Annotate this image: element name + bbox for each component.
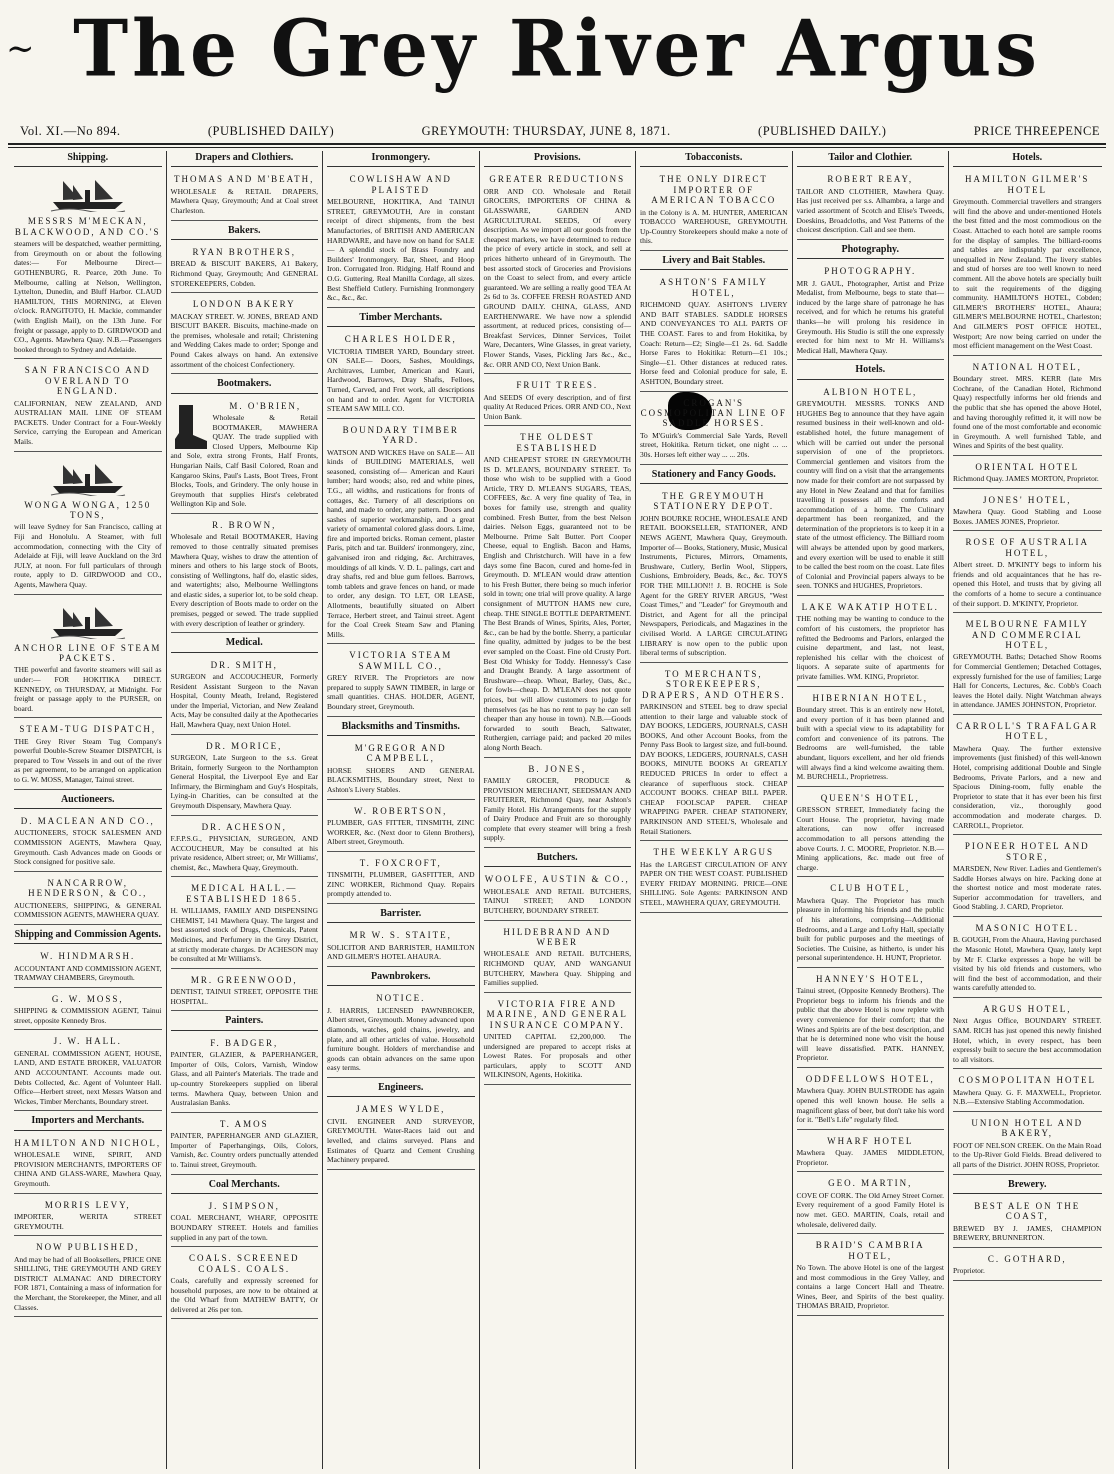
advertisement [14,362,162,451]
ad-title: F. BADGER, [210,1037,279,1048]
section-heading: Tobacconists. [640,151,788,167]
ad-body: F.F.P.S.G., PHYSICIAN, SURGEON, AND ACCOUCHEUR, May be consulted at his private residence, Albert street; or, Mr Williams', chemist, &c., Mawhera Quay, Greymouth. [170,834,318,872]
ad-body: J. HARRIS, LICENSED PAWNBROKER, Albert street, Greymouth. Money advanced upon diamonds, watches, gold chains, jewelry, and plate, and all other articles of value. Household furniture bought. Holders of merchandise and goods can obtain advances on the same upon easy terms. [327,1005,475,1073]
ad-title: VICTORIA FIRE AND MARINE, AND GENERAL INSURANCE COMPANY. [486,998,628,1030]
advertisement [484,429,632,757]
ad-title: ORIENTAL HOTEL [975,461,1080,472]
ad-body: Coals, carefully and expressly screened for household purposes, are now to be obtained at the Old Wharf from MATHEW BATTY, Or delivered at 26s per ton. [170,1275,318,1314]
advertisement [953,1072,1102,1112]
ad-title: DR. MORICE, [206,740,283,751]
ad-body: Proprietor. [953,1266,985,1276]
ad-title: NANCARROW, HENDERSON, & CO., [28,877,148,899]
ad-body: will leave Sydney for San Francisco, calling at Fiji and Honolulu. A Steamer, with full accommodation, connecting with the City of Adelaide at Fiji, will leave Auckland on the 3rd JULY, at noon. For full particulars of through route, apply to D. GIRDWOOD and CO., Agents, Mawhera Quay. [14,522,162,589]
advertisement [14,1033,162,1111]
advertisement [797,971,945,1068]
section-heading: Provisions. [484,151,632,167]
ad-title: MESSRS M'MECKAN, BLACKWOOD, AND CO.'S [14,216,161,237]
advertisement [14,991,162,1031]
ad-title: BRAID'S CAMBRIA HOTEL, [815,1240,925,1261]
advertisement [953,359,1102,456]
advertisement [327,803,475,852]
advertisement [484,761,632,849]
ad-body: TAILOR AND CLOTHIER, Mawhera Quay. Has just received per s.s. Alhambra, a large and varied assortment of Scotch and Elise's Tweeds, Doeskins, Broadcloths, and Vest Patterns of the choicest description. Call and see them. [796,186,944,235]
section-heading: Importers and Merchants. [14,1114,162,1130]
sailing-steamer-icon [49,462,127,496]
ad-title: R. BROWN, [212,519,277,530]
section-heading: Barrister. [327,907,475,923]
ad-body: And SEEDS Of every description, and of first quality At Reduced Prices. ORR AND CO., Next Union Bank. [483,392,631,421]
advertisement [484,924,632,993]
ad-body: TINSMITH, PLUMBER, GASFITTER, AND ZINC WORKER, Richmond Quay. Repairs promptly attended to. [327,870,475,899]
volume-number: Vol. XI.—No 894. [20,123,121,138]
ad-title: ROBERT REAY, [827,174,914,185]
ad-title: D. MACLEAN AND CO., [20,816,155,827]
ad-body: Greymouth. Commercial travellers and strangers will find the above and under-mentioned Hotels the best fitted and the most commodious on the Coast. Attached to each hotel are sample rooms for the display of samples. The billiard-rooms and tables are indisputably par excellence, unequalled in New Zealand. The livery stables and stud of horses are too well known to need comment. All the above hotels are specially built to suit the requirements of the digging community. HAMILTON'S HOTEL, Cobden; GILMER'S BROTHERS' HOTEL, Ahaura; GILMER'S MELBOURNE HOTEL, Charleston; And GILMER'S POST OFFICE HOTEL, Westport; Are now being carried on under the most efficient management on the West Coast. [953,197,1102,351]
ad-body: Mawhera Quay. JOHN BULSTRODE has again opened this well known house. He sells a magnificent glass of beer, but don't take his word for it. "Bell's Life" regularly filed. [796,1086,944,1125]
ad-title: WOOLFE, AUSTIN & CO., [484,874,630,885]
column-1 [10,151,167,1469]
ad-title: MORRIS LEVY, [44,1199,131,1210]
advertisement [953,616,1102,715]
ad-body: Wholesale & Retail BOOTMAKER, MAWHERA QUAY. The trade supplied with Closed Uppers, Melbourne Kip and Sole, extra strong Fronts, Half Fronts, Hungarian Nails, Calf Basil Colored, Roan and Kangaroo Skins, Paul's Lasts, Boot Trees, Front Blocks, Tools, and Grindery. The only house in Greymouth that supplies Hirst's celebrated Wellington Kip and Sole. [170,412,318,509]
masthead-rule [8,143,1106,145]
advertisement [797,1133,945,1173]
advertisement [327,1101,475,1169]
ad-body: in the Colony is A. M. HUNTER, AMERICAN TOBACCO WAREHOUSE, GREYMOUTH. Up-Country Storekeepers should make a note of this. [640,207,788,246]
ad-body: SURGEON and ACCOUCHEUR, Formerly Resident Assistant Surgeon to the Navan Hospital, County Meath, Ireland, Registered under the Imperial, Victorian, and New Zealand Acts, May be consulted daily at the Apothecaries Hall, Mawhera Quay, next Union Hotel. [170,672,318,730]
section-heading: Drapers and Clothiers. [171,151,319,167]
advertisement [14,875,162,925]
section-heading: Livery and Bait Stables. [640,254,788,270]
advertisement [14,948,162,988]
ad-body: ACCOUNTANT AND COMMISSION AGENT, TRAMWAY CHAMBERS, Greymouth. [14,963,162,983]
ad-title: THOMAS AND M'BEATH, [174,174,315,185]
advertisement [171,296,319,374]
ad-title: WHARF HOTEL [827,1135,914,1146]
ad-title: BEST ALE ON THE COAST, [974,1200,1081,1222]
advertisement [797,790,945,878]
ad-body: WHOLESALE & RETAIL DRAPERS, Mawhera Quay, Greymouth; And at Coal street Charleston. [170,186,318,215]
advertisement [953,534,1102,613]
advertisement [640,171,788,251]
ad-body: DENTIST, TAINUI STREET, OPPOSITE THE HOSPITAL. [170,987,318,1006]
ad-title: UNION HOTEL AND BAKERY, [971,1117,1084,1139]
sailing-steamer-icon [49,605,127,639]
advertisement [484,871,632,920]
ad-title: ALBION HOTEL, [823,386,918,397]
advertisement [14,1239,162,1317]
ad-title: DR. SMITH, [210,659,278,670]
advertisement [953,459,1102,489]
ad-body: UNITED CAPITAL £2,200,000. The undersigned are prepared to accept risks at Lowest Rates. For proposals and other particulars, apply to SCOTT AND WILKINSON, Agents, Hokitika. [483,1032,631,1080]
advertisement [953,1115,1102,1175]
ad-body: THE Grey River Steam Tug Company's powerful Double-Screw Steamer DISPATCH, is prepared to Tow Vessels in and out of the river as per agreement, to be arranged on application to G. W. MOSS, Manager, Tainui street. [14,736,162,785]
ad-body: steamers will be despatched, weather permitting, from Greymouth on or about the following dates:— For Melbourne Direct— GOTHENBURG, R. Pearce, 20th June. To Melbourne, calling at Nelson, Wellington, Lyttelton, Dunedin, and Bluff Harbor. CLAUD HAMILTON, THIS MORNING, at Eleven o'clock. RANGITOTO, H. Mackie, commander (with English Mail), on the 13th June. For freight or passage, apply to D. GIRDWOOD and CO., Agents. Mawhera Quay. N.B.—Passengers booked through to Sydney and Adelaide. [14,239,162,354]
published-daily-right: (PUBLISHED DAILY.) [758,123,887,138]
advertisement [797,690,945,787]
section-heading: Bootmakers. [171,377,319,393]
ad-body: Has the LARGEST CIRCULATION OF ANY PAPER ON THE WEST COAST. PUBLISHED EVERY FRIDAY MORNING. PRICE—ONE SHILLING. Sole Agents: PARKINSON AND STEEL, MAWHERA QUAY, GREYMOUTH. [640,859,788,907]
section-heading: Medical. [171,636,319,652]
ad-title: CARROLL'S TRAFALGAR HOTEL, [956,721,1099,742]
ad-title: M'GREGOR AND CAMPBELL, [354,743,447,764]
ad-body: And may be had of all Booksellers, PRICE ONE SHILLING, THE GREYMOUTH AND GREY DISTRICT ALMANAC AND DIRECTORY FOR 1871, Containing a mass of information for the Merchant, the Storekeeper, the Miner, and all Classes. [14,1254,162,1312]
ad-title: HAMILTON AND NICHOL, [14,1137,162,1148]
section-heading: Hotels. [797,363,945,379]
advertisement [953,718,1102,835]
advertisement [327,331,475,419]
ad-title: THE WEEKLY ARGUS [653,847,775,858]
ad-title: W. HINDMARSH. [40,951,136,962]
ad-title: T. AMOS [219,1118,269,1129]
advertisement [797,880,945,968]
ad-body: WATSON AND WICKES Have on SALE— All kinds of BUILDING MATERIALS, well seasoned, consisting of— American and Kauri lumber; hard woods; also, red and white pines, T.G., all widths, and rustications for fronts of cottages, &c. Turnery of all descriptions on hand, and made to order, any pattern. Doors and sashes of superior workmanship, and a great variety of ornamental colored glass doors. Lime, fire and imported bricks. Roman cement, plaster Paris, pitch and tar. Builders' ironmongery, zinc, galvanised iron and ridging, &c. Architraves, mouldings of all kinds. V. D. L. palings, cart and dray shafts, red and blue gum felloes. Barrows, tomb tablets and grave fences on hand, or made to order, any design. TO LET, OR LEASE, Allotments, beautifully situated on Albert Terrace, Herbert street, and Tainui street. Agent for the Coal Creek Steam Saw and Planing Mills. [327,447,475,639]
ad-body: HORSE SHOERS AND GENERAL BLACKSMITHS, Boundary street, Next to Ashton's Livery Stables. [327,765,475,794]
advertisement [14,598,162,719]
ad-title: M. O'BRIEN, [229,400,302,411]
ad-title: STEAM-TUG DISPATCH, [19,724,157,735]
ad-body: THE powerful and favorite steamers will sail as under:— FOR HOKITIKA DIRECT. KENNEDY, on THURSDAY, at Midnight. For freight or passage apply to the PURSER, on board. [14,665,162,713]
ad-body: AND CHEAPEST STORE IN GREYMOUTH IS D. M'LEAN'S, BOUNDARY STREET. To those who wish to be supplied with a Good Article, TRY D. M'LEAN'S SUGARS, TEAS, COFFEES, &c. A very fine quality of Tea, in boxes for family use, strength and quality combined. Fresh Butter, from the best Nelson dairies. Nelson Eggs, guaranteed not to be Melbourne. Prime Salt Butter. Port Cooper Cheese, equal to English. Bacon and Hams, English and Christchurch. Will have in a few days some fine Bacon, cured and home-fed in Greymouth. D. M'LEAN would draw attention to his Fresh Butter, there being so much inferior sold in town; one trial will prove quality. A large consignment of MUTTON HAMS new cure, cheap. THE SINGLE BOTTLE DEPARTMENT. The Best Brands of Wines, Spirits, Ales, Porter, &c., can be had by the bottle. Sherry, a particular fine quality, admitted by judges to be the best ever sampled on the Coast. Fine old Crusty Port. Best Old Whisky for Toddy. Hennessy's Case and Draught Brandy. A large assortment of Brushware—cheap. Wheat, Barley, Oats, &c., for fowls—cheap. D. M'LEAN does not quote prices, but will allow customers to judge for themselves (as he has no rent to pay he can sell cheaper than any house in town). N.B.—Goods forwarded to south Beach, Saltwater, Ruthergien, carriage paid; and packed 20 miles along North Beach. [483,455,631,752]
advertisement [171,1116,319,1175]
advertisement [171,244,319,293]
ad-body: GRESSON STREET, Immediately facing the Court House. The proprietor, having made alterations, can now offer increased accommodation to all persons attending the above Courts. J. C. MOORE, Proprietor. N.B.—Mining applications, &c. made out free of charge. [796,805,944,872]
ad-body: Mawhera Quay. The further extensive improvements (just finished) of this well-known Hotel, comprising additional Double and Single Bedrooms, Private Parlors, and a new and Spacious Dining-room, fully enable the Proprietor to state that it has ever been his first consideration, viz., thoroughly good accommodation and moderate charges. D. CARROLL, Proprietor. [953,743,1102,830]
section-heading: Tailor and Clothier. [797,151,945,167]
ad-body: CALIFORNIAN, NEW ZEALAND, AND AUSTRALIAN MAIL LINE OF STEAM PACKETS. Under Contract for a Four-Weekly Service, carrying the European and American Mails. [14,398,162,446]
masthead-rule-thin [8,147,1106,148]
ad-body: Mawhera Quay. JAMES MIDDLETON, Proprietor. [796,1148,944,1167]
dateline [20,122,1100,140]
ad-body: H. WILLIAMS, FAMILY AND DISPENSING CHEMIST, 141 Mawhera Quay. The largest and best assorted stock of Drugs, Chemicals, Patent Medicines, and Perfumery in the Grey District, at strictly moderate charges. Dr ACHESON may be consulted at Mr Williams's. [170,906,318,964]
columns [10,151,1106,1469]
advertisement [484,996,632,1085]
ad-title: GREATER REDUCTIONS [489,174,626,185]
section-heading: Timber Merchants. [327,311,475,327]
sailing-steamer-icon [49,178,127,212]
column-3 [323,151,480,1469]
advertisement [797,599,945,687]
ad-body: PAINTER, GLAZIER, & PAPERHANGER, Importer of Oils, Colors, Varnish, Window Glass, and all Painter's Materials. The trade and up-country Storekeepers supplied on liberal terms. Mawhera Quay, between Union and Australasian Banks. [170,1050,318,1108]
ad-title: ARGUS HOTEL, [983,1003,1072,1014]
advertisement [953,1251,1102,1281]
ad-body: SURGEON, Late Surgeon to the s.s. Great Britain, formerly Surgeon to the Northampton General Hospital, the Liverpool Eye and Ear Infirmary, the Birmingham and Guy's Hospitals, Lying-in Charities, can be consulted at the Greymouth Dispensary, Mawhera Quay. [170,753,318,810]
masthead [0,4,1114,94]
section-heading: Photography. [797,243,945,259]
section-heading: Coal Merchants. [171,1178,319,1194]
ad-title: RYAN BROTHERS, [192,247,296,257]
ad-body: WHOLESALE WINE, SPIRIT, AND PROVISION MERCHANTS, IMPORTERS OF CHINA AND GLASS-WARE, Mawhera Quay, Greymouth. [14,1150,162,1188]
ad-body: SOLICITOR AND BARRISTER, HAMILTON AND GILMER'S HOTEL AHAURA. [327,942,475,962]
ad-body: FAMILY GROCER, PRODUCE & PROVISION MERCHANT, SEEDSMAN AND FRUITERER, Richmond Quay, near Ashton's Family Hotel. His Arrangements for the supply of Dairy Produce and Fruit are so thoroughly complete that every steamer will bring a fresh supply. [483,775,631,843]
ad-body: BREAD & BISCUIT BAKERS, A1 Bakery, Richmond Quay, Greymouth; And GENERAL STOREKEEPERS, Cobden. [170,259,318,288]
ad-title: C. GOTHARD, [987,1253,1067,1264]
advertisement [953,1198,1102,1248]
ad-title: LONDON BAKERY [192,299,296,310]
ad-body: MR J. GAUL, Photographer, Artist and Prize Medalist, from Melbourne, begs to state that—induced by the large share of patronage he has received, and for which he returns his grateful thanks—he will prolong his residence in Greymouth. His Studio is still the one expressly erected for him next to Mr H. Williams's Medical Hall, Mawhera Quay. [796,278,944,355]
ad-title: PHOTOGRAPHY. [824,266,917,277]
ad-title: THE GREYMOUTH STATIONERY DEPOT. [653,490,775,512]
ad-body: Boundary street. MRS. KERR (late Mrs Cochrane, of the Canadian Hotel, Richmond Quay) respectfully informs her old friends and the public that she has opened the above Hotel, and having thoroughly refitted it, it will now be found one of the most comfortable and economic in Greymouth. A well furnished Table, and Wines and Spirits of the best quality. [953,374,1102,451]
ad-title: FRUIT TREES. [516,380,599,391]
advertisement [797,1071,945,1130]
ad-title: HAMILTON GILMER'S HOTEL [965,174,1090,195]
section-heading: Ironmongery. [327,151,475,167]
ad-body: Albert street. D. M'KINTY begs to inform his friends and old acquaintances that he has re-opened this Hotel, and trusts that by giving all the comforts of a home to secure a continuance of their support. D. M'KINTY, Proprietor. [953,560,1102,608]
advertisement [953,492,1102,532]
advertisement [14,813,162,872]
ad-body: VICTORIA TIMBER YARD, Boundary street. ON SALE— Doors, Sashes, Mouldings, Architraves, Lumber, American and Kauri, Hardwood, Barrows, Dray Shafts, Felloes, Turned, Carved, and Fret work, all descriptions on hand and to order. Agent for VICTORIA STEAM SAW MILL CO. [327,346,475,414]
ad-body: WHOLESALE AND RETAIL BUTCHERS, TAINUI STREET; AND LONDON BUTCHERY, BOUNDARY STREET. [483,886,631,916]
ad-body: SHIPPING & COMMISSION AGENT, Tainui street, opposite Kennedy Bros. [14,1006,162,1025]
ad-title: CHARLES HOLDER, [344,334,457,345]
advertisement [171,171,319,220]
advertisement [171,1250,319,1319]
ad-title: J. SIMPSON, [208,1200,280,1211]
column-2 [167,151,324,1469]
advertisement [953,1001,1102,1069]
advertisement [640,274,788,391]
column-4 [480,151,637,1469]
masthead-flourish: ~ [6,28,39,71]
ad-title: JONES' HOTEL, [982,494,1072,505]
section-heading: Butchers. [484,851,632,867]
ad-body: To M'Guirk's Commercial Sale Yards, Revell street, Hokitika. Return ticket, one night ... ... 30s. Horses left either way ... ... 20s. [640,430,788,459]
advertisement [640,666,788,842]
column-7 [949,151,1106,1469]
ad-title: ROSE OF AUSTRALIA HOTEL, [965,537,1089,558]
ad-title: VICTORIA STEAM SAWMILL CO., [349,650,453,671]
advertisement [171,1035,319,1113]
section-heading: Pawnbrokers. [327,970,475,986]
advertisement [797,1237,945,1316]
ad-body: GREYMOUTH. Baths; Detached Show Rooms for Commercial Gentlemen; Detached Cottages, expressly furnished for the use of families; Large Hall for Concerts, Lectures, &c. Cobb's Coach leaves the Hotel daily. Night Watchman always in attendance. JAMES JOHNSTON, Proprietor. [953,652,1102,710]
ad-body: FOOT OF NELSON CREEK. On the Main Road to the Up-River Gold Fields. Bread delivered to all parts of the District. JOHN ROSS, Proprietor. [953,1140,1102,1169]
ad-title: LAKE WAKATIP HOTEL. [801,602,939,613]
advertisement [171,398,319,514]
advertisement [797,1175,945,1234]
advertisement [327,927,475,967]
ad-title: COALS. SCREENED COALS. COALS. [188,1253,300,1274]
price: PRICE THREEPENCE [973,123,1100,138]
ad-body: B. GOUGH, From the Ahaura, Having purchased the Masonic Hotel, Mawhera Quay, lately kept by Mr F. Clarke expresses a hope he will be visited by his old friends and customers, who will find the best of accommodation, and their wants carefully attended to. [953,935,1102,993]
advertisement [327,647,475,716]
ad-body: AUCTIONEERS, STOCK SALESMEN AND COMMISSION AGENTS, Mawhera Quay, Greymouth. Cash Advances made on Goods or Stock consigned for positive sale. [14,828,162,867]
advertisement [797,384,945,596]
advertisement [327,171,475,307]
advertisement [14,721,162,789]
advertisement [953,838,1102,917]
advertisement [171,517,319,633]
advertisement [327,990,475,1078]
ad-title: JAMES WYLDE, [356,1104,446,1115]
advertisement [171,819,319,878]
ad-title: NOTICE. [376,993,426,1004]
ad-body: MACKAY STREET. W. JONES, BREAD AND BISCUIT BAKER. Biscuits, machine-made on the premises, wholesale and retail; Christening and Wedding Cakes made to order; Sponge and Pound Cakes always on hand. An extensive assortment of the choicest Confectionery. [170,311,318,369]
ad-title: J. W. HALL. [53,1036,122,1047]
ad-title: ODDFELLOWS HOTEL, [805,1074,935,1085]
ad-body: JOHN BOURKE ROCHE, WHOLESALE AND RETAIL BOOKSELLER, STATIONER, AND NEWS AGENT, Mawhera Quay, Greymouth. Importer of— Books, Stationery, Music, Musical Instruments, Pictures, Mirrors, Ornaments, Brushware, Cutlery, Berlin Wool, Slippers, Cushions, Embroidery, Beads, &c., &c. TOYS FOR THE MILLION!! J. B. ROCHE is Sole Agent for the GREY RIVER ARGUS, "West Coast Times," and "Leader" for Greymouth and District, and Agent for all the principal Newspapers, Periodicals, and Magazines in the civilised World. A LARGE CIRCULATING LIBRARY is now open to the public upon liberal terms of subscription. [640,513,788,658]
advertisement [484,377,632,426]
advertisement [171,657,319,735]
ad-title: HILDEBRAND AND WEBER [503,926,612,948]
ad-body: ORR AND CO. Wholesale and Retail GROCERS, IMPORTERS OF CHINA & GLASSWARE, GARDEN AND AGRICULTURAL SEEDS, Of every description. As we import all our goods from the cheapest markets, we have determined to reduce the price of every article in stock, and sell at prices hitherto unheard of in Greymouth. The best assorted stock of Groceries and Provisions on the Coast to select from, and every article guaranteed. We are selling a really good TEA At 2s 6d to 3s. COFFEE FRESH ROASTED AND GROUND DAILY. CHINA, GLASS, AND EARTHENWARE. We have now a splendid assortment, at reduced prices, consisting of— Breakfast Services, Dinner Services, Toilet Ware, Decanters, Wine Glasses, in great variety, Flower Stands, Vases, Pickling Jars &c., &c., &c. ORR AND CO, Next Union Bank. [483,186,631,369]
ad-body: PLUMBER, GAS FITTER, TINSMITH, ZINC WORKER, &c. (Next door to Glenn Brothers), Albert street, Greymouth. [327,818,475,847]
section-heading: Brewery. [953,1178,1102,1194]
ad-body: Richmond Quay. JAMES MORTON, Proprietor. [953,474,1099,484]
ad-title: QUEEN'S HOTEL, [820,792,920,803]
ad-body: PAINTER, PAPERHANGER AND GLAZIER, Importer of Paperhangings, Oils, Colors, Varnish, &c. Country orders punctually attended to. Tainui street, Greymouth. [170,1131,318,1169]
ad-title: MELBOURNE FAMILY AND COMMERCIAL HOTEL, [965,619,1089,651]
ad-title: SAN FRANCISCO AND OVERLAND TO ENGLAND. [24,365,151,397]
ad-body: GREYMOUTH. MESSRS. TONKS AND HUGHES Beg to announce that they have again resumed business in their well-known and old-established hotel, the future management of which will be carried out under the personal supervision of one of the proprietors. Commercial gentlemen and visitors from the country will find on a visit that the arrangements now made for their comfort are not surpassed by any Hotel in New Zealand and that for families travelling it possesses all the comforts and accommodation of a home. The Culinary department has been reorganized, and the determination of the proprietors is to keep it in a state of the utmost efficiency. The Billiard room will always be attended upon by good markers, and every exertion will be used to enable it still to be called the best room on the coast. Late files of Colonial and Provincial papers always to be seen. TONKS and HUGHES, Proprietors. [796,399,944,591]
section-heading: Shipping and Commission Agents. [14,928,162,944]
ad-body: Tainui street, (Opposite Kennedy Brothers). The Proprietor begs to inform his friends and the public that the above Hotel is now replete with every convenience for their comfort; that the Wines and Spirits are of the best description, and that he is determined none who visit the house will leave dissatisfied. PATK. HANNEY, Proprietor. [796,986,944,1063]
section-heading: Stationery and Fancy Goods. [640,468,788,484]
ad-body: THE nothing may be wanting to conduce to the comfort of his customers, the proprietor has refitted the Bedrooms and Parlors, enlarged the cuisine department, and last, not least, replenished his cellar with the choicest of liquors. A separate suite of apartments for private families. WM. KING, Proprietor. [796,614,944,681]
advertisement [327,422,475,645]
advertisement [953,171,1102,355]
ad-title: CROGAN'S COSMOPOLITAN LINE OF SADDLE HORSES. [640,397,787,429]
advertisement [14,171,162,359]
section-heading: Hotels. [953,151,1102,167]
advertisement [327,855,475,904]
ad-title: B. JONES, [528,763,587,774]
ad-body: Mawhera Quay. Good Stabling and Loose Boxes. JAMES JONES, Proprietor. [953,507,1102,526]
ad-title: THE OLDEST ESTABLISHED [516,432,599,453]
published-daily-left: (PUBLISHED DAILY) [207,123,335,138]
boot-icon [171,403,209,451]
ad-body: GREY RIVER. The Proprietors are now prepared to supply SAWN TIMBER, in large or small quantities. CHAS. HOLDER, AGENT, Boundary street, Greymouth. [327,673,475,711]
advertisement [327,740,475,800]
advertisement [797,263,945,360]
advertisement [171,1198,319,1247]
ad-body: AUCTIONEERS, SHIPPING, & GENERAL COMMISSION AGENTS, MAWHERA QUAY. [14,900,162,920]
advertisement [640,488,788,663]
ad-body: MARSDEN, New River. Ladies and Gentlemen's Saddle Horses always on hire. Packing done at the shortest notice and most moderate rates. Superior accommodation for travellers, and Good Stabling. J. CARD, Proprietor. [953,864,1102,912]
ad-title: COSMOPOLITAN HOTEL [958,1075,1097,1086]
ad-title: NATIONAL HOTEL, [972,361,1082,372]
advertisement [953,920,1102,998]
masthead-title: The Grey River Argus [73,3,1041,95]
ad-title: HANNEY'S HOTEL, [815,973,925,984]
advertisement [171,738,319,816]
ad-title: MASONIC HOTEL. [975,922,1079,933]
place-and-date: GREYMOUTH: THURSDAY, JUNE 8, 1871. [421,123,671,138]
ad-title: GEO. MARTIN, [828,1178,913,1189]
ad-body: PARKINSON and STEEL beg to draw special attention to their large and valuable stock of DAY BOOKS, LEDGERS, JOURNALS, CASH BOOKS, And other Account Books, from the Penny Pass Book to largest size, and full-bound. DAY BOOKS, LEDGERS, JOURNALS, CASH BOOKS, MINUTE BOOKS At GREATLY REDUCED PRICES In order to effect a clearance of superfluous stock. CHEAP ACCOUNT BOOKS. CHEAP BILL PAPER. CHEAP FOOLSCAP PAPER. CHEAP WRAPPING PAPER. CHEAP STATIONERY, PARKINSON AND STEEL'S, Wholesale and Retail Stationers. [640,701,788,836]
ad-body: RICHMOND QUAY. ASHTON'S LIVERY AND BAIT STABLES. SADDLE HORSES AND CONVEYANCES TO ALL PARTS OF THE COAST. Fares to and from Hokitika, by Coach: Return—£2; Single—£1 2s. 6d. Saddle Horse Fares to Hokitika: Return—£1 10s.; Single—£1. Other distances at reduced rates. Horse feed and Colonial produce for sale, E. ASHTON, Boundary street. [640,300,788,386]
ad-title: MEDICAL HALL.—ESTABLISHED 1865. [186,883,303,904]
section-heading: Shipping. [14,151,162,167]
column-5 [636,151,793,1469]
ad-title: W. ROBERTSON, [354,805,448,816]
ad-title: MR W. S. STAITE, [349,930,452,941]
ad-title: ASHTON'S FAMILY HOTEL, [659,277,768,298]
ad-title: WONGA WONGA, 1250 TONS, [24,499,152,520]
advertisement [171,880,319,968]
ad-body: Mawhera Quay. The Proprietor has much pleasure in informing his friends and the public of his alterations, comprising—Additional Bedrooms, and a Large and Lofty Hall, specially built for public purposes and the meetings of Societies. The Cuisine, as hitherto, is under his personal superintendence. H. HUNT, Proprietor. [796,895,944,963]
section-heading: Painters. [171,1014,319,1030]
ad-body: Mawhera Quay. G. F. MAXWELL, Proprietor. N.B.—Extensive Stabling Accommodation. [953,1087,1102,1107]
ad-title: COWLISHAW AND PLAISTED [349,174,452,195]
ad-title: BOUNDARY TIMBER YARD. [342,424,459,446]
ad-body: COVE OF CORK. The Old Arney Street Corner. Every requirement of a good Family Hotel is now met. GEO. MARTIN, Coals, retail and wholesale, delivered daily. [796,1190,944,1229]
ad-title: ANCHOR LINE OF STEAM PACKETS. [14,642,162,663]
ad-title: DR. ACHESON, [201,821,287,832]
ad-body: BREWED BY J. JAMES, CHAMPION BREWERY, BRUNNERTON. [953,1223,1102,1243]
ad-title: MR. GREENWOOD, [190,974,298,985]
ad-title: NOW PUBLISHED, [36,1242,140,1253]
advertisement [484,171,632,374]
ad-title: THE ONLY DIRECT IMPORTER OF AMERICAN TOBACCO [651,174,777,206]
advertisement [640,395,788,465]
ad-body: Boundary street. This is an entirely new Hotel, and every portion of it has been planned and built with a special view to its adaptability for comfort and convenience of its patrons. The Bedrooms are well-furnished, the table abundant, liquors excellent, and her old friends will always find a kind welcome awaiting them. M. BURCHELL, Proprietress. [796,705,944,782]
section-heading: Blacksmiths and Tinsmiths. [327,720,475,736]
ad-body: GENERAL COMMISSION AGENT, HOUSE, LAND, AND ESTATE BROKER, VALUATOR AND ACCOUNTANT. Accounts made out. Debts Collected, &c. Agent of Volunteer Hall. Office—Herbert street, next Messrs Watson and Wickes, Timber Merchants, Boundary street. [14,1048,162,1106]
ad-title: T. FOXCROFT, [359,857,442,868]
advertisement [14,455,162,595]
ad-title: HIBERNIAN HOTEL, [812,692,928,703]
ad-title: G. W. MOSS, [51,993,124,1004]
ad-title: TO MERCHANTS, STOREKEEPERS, DRAPERS, AND OTHERS. [641,668,786,700]
advertisement [640,844,788,912]
advertisement [171,972,319,1012]
advertisement [797,171,945,239]
ad-title: CLUB HOTEL, [830,883,911,894]
ad-body: MELBOURNE, HOKITIKA, And TAINUI STREET, GREYMOUTH, Are in constant receipt of direct shipments, from the best Manufactories, of BRITISH AND AMERICAN HARDWARE, and have now on hand for SALE— A splendid stock of Brass Foundry and Builders' Ironmongery. Bar, Sheet, and Hoop Iron. Corrugated Iron. Ridging. Half Round and O.G. Guttering. Real Manilla Cordage, all sizes. Best Sheffield Cutlery. Furnishing Ironmongery &c., &c., &c. [327,197,475,303]
ad-title: PIONEER HOTEL AND STORE, [964,841,1090,862]
ad-body: Next Argus Office, BOUNDARY STREET. SAM. RICH has just opened this newly finished Hotel, which, in every respect, has been expressly built to secure the best accommodation to all visitors. [953,1016,1102,1064]
section-heading: Engineers. [327,1081,475,1097]
ad-body: No Town. The above Hotel is one of the largest and most commodious in the Grey Valley, and contains a large Concert Hall and Theatre. Wines, Beer, and Spirits of the best quality. THOMAS BRAID, Proprietor. [796,1263,944,1311]
column-6 [793,151,950,1469]
section-heading: Bakers. [171,224,319,240]
advertisement [14,1135,162,1194]
advertisement [14,1197,162,1237]
ad-body: CIVIL ENGINEER AND SURVEYOR, GREYMOUTH. Water-Races laid out and levelled, and claims surveyed. Plans and Estimates of Quartz and Cement Crushing Machinery prepared. [327,1116,475,1165]
ad-body: WHOLESALE AND RETAIL BUTCHERS, RICHMOND QUAY, AND WANGANUI BUTCHERY, Mawhera Quay. Shipping and Families supplied. [483,949,631,988]
ad-body: COAL MERCHANT, WHARF, OPPOSITE BOUNDARY STREET. Hotels and families supplied in any part of the town. [170,1213,318,1242]
section-heading: Auctioneers. [14,793,162,809]
ad-body: IMPORTER, WERITA STREET GREYMOUTH. [14,1212,162,1231]
ad-body: Wholesale and Retail BOOTMAKER, Having removed to those centrally situated premises Mawhera Quay, wishes to draw the attention of miners and others to his large stock of Boots, consisting of Wellingtons, half do, elastic sides, and watertights; also, Melbourne Wellingtons and elastic sides, a superior lot, to be sold cheap. Every description of Boots made to order on the premises, pegged or sewed. The trade supplied with every description of leather or grindery. [170,532,318,628]
